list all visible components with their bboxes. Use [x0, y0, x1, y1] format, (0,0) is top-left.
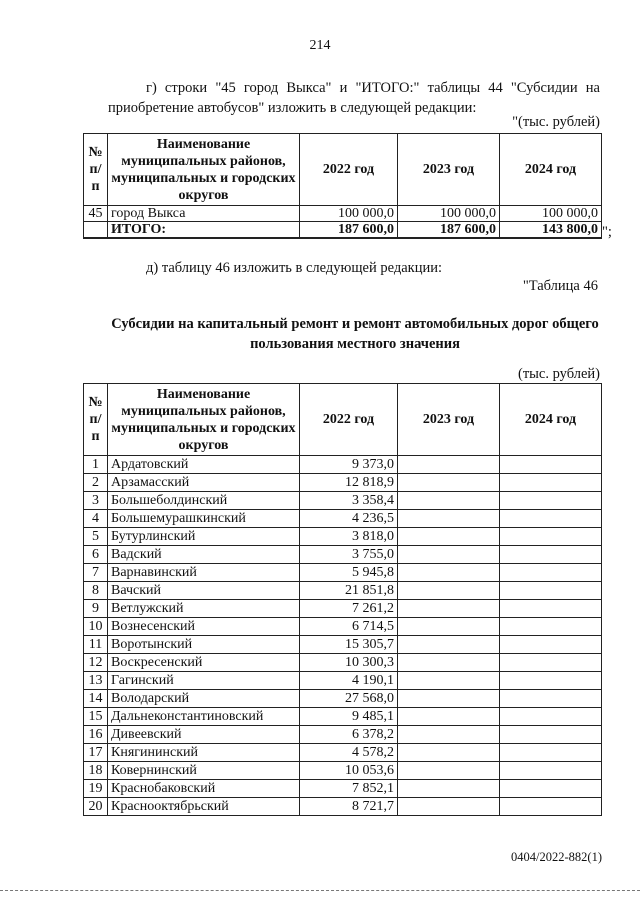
row-2023	[398, 456, 500, 474]
row-2022: 4 190,1	[300, 672, 398, 690]
header-2022: 2022 год	[300, 384, 398, 456]
row-num: 5	[84, 528, 108, 546]
row-2024	[500, 726, 602, 744]
row-2022: 27 568,0	[300, 690, 398, 708]
row-2023	[398, 780, 500, 798]
row-name: Дальнеконстантиновский	[108, 708, 300, 726]
row-num: 20	[84, 798, 108, 816]
row-num: 4	[84, 510, 108, 528]
row-name: Вачский	[108, 582, 300, 600]
row-num: 2	[84, 474, 108, 492]
row-2024	[500, 618, 602, 636]
total-2022: 187 600,0	[300, 222, 398, 239]
row-2024	[500, 474, 602, 492]
row-2022: 3 755,0	[300, 546, 398, 564]
table-row	[84, 762, 602, 780]
row-2022: 100 000,0	[300, 206, 398, 222]
table-row	[84, 564, 602, 582]
row-2023	[398, 708, 500, 726]
row-2023	[398, 510, 500, 528]
table-row	[84, 492, 602, 510]
document-code: 0404/2022-882(1)	[511, 850, 602, 864]
table-row	[84, 206, 602, 222]
row-num: 1	[84, 456, 108, 474]
row-2024	[500, 564, 602, 582]
row-2022: 21 851,8	[300, 582, 398, 600]
table-row	[84, 582, 602, 600]
row-num: 7	[84, 564, 108, 582]
row-2024	[500, 582, 602, 600]
table-row	[84, 654, 602, 672]
table-row	[84, 690, 602, 708]
row-2023	[398, 528, 500, 546]
row-num: 19	[84, 780, 108, 798]
header-name: Наименование муниципальных районов, муниципальных и городских округов	[108, 384, 300, 456]
row-name: Варнавинский	[108, 564, 300, 582]
row-2022: 9 485,1	[300, 708, 398, 726]
row-2023	[398, 564, 500, 582]
row-2024: 100 000,0	[500, 206, 602, 222]
header-2024: 2024 год	[500, 134, 602, 206]
page-number: 214	[309, 38, 331, 53]
row-name: Вознесенский	[108, 618, 300, 636]
table-46	[83, 383, 602, 816]
table-row	[84, 600, 602, 618]
row-2023	[398, 492, 500, 510]
row-2022: 15 305,7	[300, 636, 398, 654]
row-2024	[500, 708, 602, 726]
table-row	[84, 510, 602, 528]
row-num: 3	[84, 492, 108, 510]
table-44-excerpt	[83, 133, 602, 239]
row-name: Ковернинский	[108, 762, 300, 780]
table-row	[84, 708, 602, 726]
row-2023	[398, 672, 500, 690]
row-2022: 4 236,5	[300, 510, 398, 528]
paragraph-g: г) строки "45 город Выкса" и "ИТОГО:" таблицы 44 "Субсидии на приобретение автобусов" изложить в следующей редакции:	[108, 80, 600, 116]
row-name: Ветлужский	[108, 600, 300, 618]
row-2023	[398, 582, 500, 600]
row-2024	[500, 672, 602, 690]
row-name: Ардатовский	[108, 456, 300, 474]
row-2024	[500, 528, 602, 546]
row-name: Володарский	[108, 690, 300, 708]
paragraph-d: д) таблицу 46 изложить в следующей редакции:	[146, 260, 443, 276]
table-row	[84, 744, 602, 762]
row-name: Воротынский	[108, 636, 300, 654]
row-2023	[398, 798, 500, 816]
row-2023	[398, 726, 500, 744]
table-row	[84, 528, 602, 546]
header-name: Наименование муниципальных районов, муниципальных и городских округов	[108, 134, 300, 206]
row-2023	[398, 690, 500, 708]
header-2022: 2022 год	[300, 134, 398, 206]
row-2022: 10 053,6	[300, 762, 398, 780]
row-name: Воскресенский	[108, 654, 300, 672]
header-2023: 2023 год	[398, 134, 500, 206]
header-num: № п/п	[84, 134, 108, 206]
row-name: Дивеевский	[108, 726, 300, 744]
table-row	[84, 546, 602, 564]
row-name: Краснооктябрьский	[108, 798, 300, 816]
row-num: 9	[84, 600, 108, 618]
row-2024	[500, 492, 602, 510]
row-2023: 100 000,0	[398, 206, 500, 222]
table-title: Субсидии на капитальный ремонт и ремонт автомобильных дорог общего пользования местного значения	[111, 316, 599, 352]
row-2022: 6 378,2	[300, 726, 398, 744]
table-row	[84, 780, 602, 798]
table-row	[84, 636, 602, 654]
unit-label-1: "(тыс. рублей)	[512, 114, 600, 130]
row-num: 8	[84, 582, 108, 600]
table-row	[84, 672, 602, 690]
row-name: Арзамасский	[108, 474, 300, 492]
table-row	[84, 798, 602, 816]
total-label: ИТОГО:	[108, 222, 300, 239]
row-num: 45	[84, 206, 108, 222]
row-2024	[500, 762, 602, 780]
row-2024	[500, 456, 602, 474]
row-2024	[500, 798, 602, 816]
row-2023	[398, 600, 500, 618]
row-num: 14	[84, 690, 108, 708]
row-num: 10	[84, 618, 108, 636]
row-name: Вадский	[108, 546, 300, 564]
row-name: Гагинский	[108, 672, 300, 690]
row-2023	[398, 744, 500, 762]
row-2022: 8 721,7	[300, 798, 398, 816]
header-2023: 2023 год	[398, 384, 500, 456]
row-2024	[500, 636, 602, 654]
row-2022: 7 852,1	[300, 780, 398, 798]
row-num: 11	[84, 636, 108, 654]
header-num: № п/п	[84, 384, 108, 456]
total-2024: 143 800,0	[500, 222, 602, 239]
row-2023	[398, 636, 500, 654]
total-row	[84, 222, 602, 239]
row-2022: 6 714,5	[300, 618, 398, 636]
row-name: Краснобаковский	[108, 780, 300, 798]
row-2024	[500, 546, 602, 564]
table-row	[84, 474, 602, 492]
total-num	[84, 222, 108, 239]
table-row	[84, 726, 602, 744]
closing-quote: ";	[602, 224, 612, 240]
row-num: 15	[84, 708, 108, 726]
row-2023	[398, 546, 500, 564]
row-name: город Выкса	[108, 206, 300, 222]
row-2024	[500, 600, 602, 618]
header-2024: 2024 год	[500, 384, 602, 456]
row-2023	[398, 654, 500, 672]
row-num: 17	[84, 744, 108, 762]
row-2024	[500, 690, 602, 708]
row-num: 13	[84, 672, 108, 690]
row-name: Бутурлинский	[108, 528, 300, 546]
row-2023	[398, 474, 500, 492]
row-2022: 12 818,9	[300, 474, 398, 492]
table-row	[84, 618, 602, 636]
row-num: 12	[84, 654, 108, 672]
row-2024	[500, 510, 602, 528]
row-2023	[398, 618, 500, 636]
page-edge	[0, 890, 640, 891]
table-row	[84, 456, 602, 474]
row-2022: 3 358,4	[300, 492, 398, 510]
total-2023: 187 600,0	[398, 222, 500, 239]
row-num: 18	[84, 762, 108, 780]
unit-label-2: (тыс. рублей)	[518, 366, 600, 382]
row-2024	[500, 780, 602, 798]
row-name: Княгининский	[108, 744, 300, 762]
row-num: 16	[84, 726, 108, 744]
row-2024	[500, 654, 602, 672]
row-num: 6	[84, 546, 108, 564]
row-2022: 5 945,8	[300, 564, 398, 582]
table-label: "Таблица 46	[522, 278, 598, 294]
row-2022: 10 300,3	[300, 654, 398, 672]
row-name: Большемурашкинский	[108, 510, 300, 528]
row-name: Большеболдинский	[108, 492, 300, 510]
row-2023	[398, 762, 500, 780]
row-2022: 9 373,0	[300, 456, 398, 474]
row-2022: 3 818,0	[300, 528, 398, 546]
row-2022: 7 261,2	[300, 600, 398, 618]
row-2022: 4 578,2	[300, 744, 398, 762]
row-2024	[500, 744, 602, 762]
